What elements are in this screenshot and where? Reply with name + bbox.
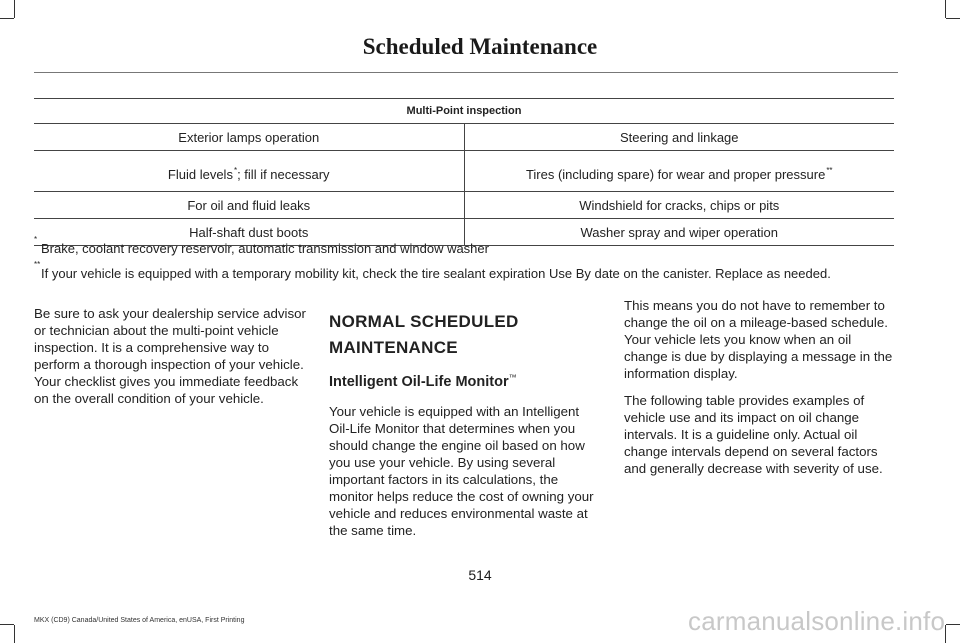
crop-mark — [946, 18, 960, 19]
footnote-mark: * — [233, 166, 238, 175]
table-cell — [34, 151, 464, 192]
cell-text: Washer spray and wiper operation — [580, 224, 778, 240]
body-paragraph: The following table provides examples of vehicle use and its impact on oil change intervals. It is a guideline only. Actual oil change intervals depend on several factors and generally decrease with severity of use. — [624, 393, 883, 476]
body-paragraph: Your vehicle is equipped with an Intelligent Oil-Life Monitor that determines when you should change the engine oil based on how you use your vehicle. By using several important factors in its calculations, the monitor helps reduce the cost of owning your vehicle and reduces environmental waste at the same time. — [329, 404, 594, 538]
table-cell — [464, 219, 894, 246]
crop-mark — [945, 625, 946, 643]
table-row — [34, 192, 894, 219]
table-cell — [464, 151, 894, 192]
crop-mark — [14, 625, 15, 643]
cell-text: Half-shaft dust boots — [189, 224, 309, 240]
body-paragraph: This means you do not have to remember to change the oil on a mileage-based schedule. Your vehicle lets you know when an oil change is due by displaying a message in the information display. — [624, 298, 893, 381]
section-heading: NORMAL SCHEDULED MAINTENANCE — [329, 312, 519, 357]
page-title: Scheduled Maintenance — [362, 34, 598, 59]
crop-mark — [946, 624, 960, 625]
multi-point-inspection-table — [34, 98, 894, 246]
column-middle — [329, 309, 601, 549]
cell-text: ; fill if necessary — [237, 167, 330, 182]
footnote — [34, 260, 831, 281]
column-left — [34, 305, 306, 417]
table-cell — [34, 124, 464, 151]
page-number: 514 — [468, 567, 492, 583]
sub-heading-text: Intelligent Oil-Life Monitor — [329, 374, 509, 390]
cell-text: For oil and fluid leaks — [187, 197, 311, 213]
title-divider — [34, 72, 898, 73]
sub-heading — [329, 369, 601, 391]
table-row — [34, 124, 894, 151]
cell-text: Windshield for cracks, chips or pits — [579, 197, 780, 213]
table-title: Multi-Point inspection — [34, 99, 894, 124]
cell-text: Tires (including spare) for wear and proper pressure — [525, 167, 826, 182]
crop-mark — [0, 624, 14, 625]
table-row — [34, 151, 894, 192]
footnote — [34, 235, 489, 256]
cell-text: Fluid levels — [167, 167, 233, 182]
body-paragraph: Be sure to ask your dealership service advisor or technician about the multi-point vehicle inspection. It is a comprehensive way to perform a thorough inspection of your vehicle. Your checklist gives you immediate feedback on the overall condition of your vehicle. — [34, 306, 306, 406]
footnote-mark: ** — [826, 166, 833, 175]
crop-mark — [945, 0, 946, 18]
column-right — [624, 297, 896, 487]
table-cell — [34, 192, 464, 219]
watermark: carmanualsonline.info — [688, 606, 946, 636]
footnote-mark: ** — [34, 260, 41, 269]
trademark-mark: ™ — [508, 373, 517, 382]
crop-mark — [0, 18, 14, 19]
cell-text: Exterior lamps operation — [178, 129, 320, 145]
table-header-row — [34, 99, 894, 124]
footer-text: MKX (CD9) Canada/United States of America, enUSA, First Printing — [34, 617, 245, 624]
crop-mark — [14, 0, 15, 18]
cell-text: Steering and linkage — [619, 129, 739, 145]
table-cell — [464, 124, 894, 151]
footnote-mark: * — [34, 235, 38, 244]
footnote-text: If your vehicle is equipped with a temporary mobility kit, check the tire sealant expiration Use By date on the canister. Replace as needed. — [41, 266, 831, 281]
footnote-text: Brake, coolant recovery reservoir, automatic transmission and window washer — [41, 241, 489, 256]
table-cell — [464, 192, 894, 219]
